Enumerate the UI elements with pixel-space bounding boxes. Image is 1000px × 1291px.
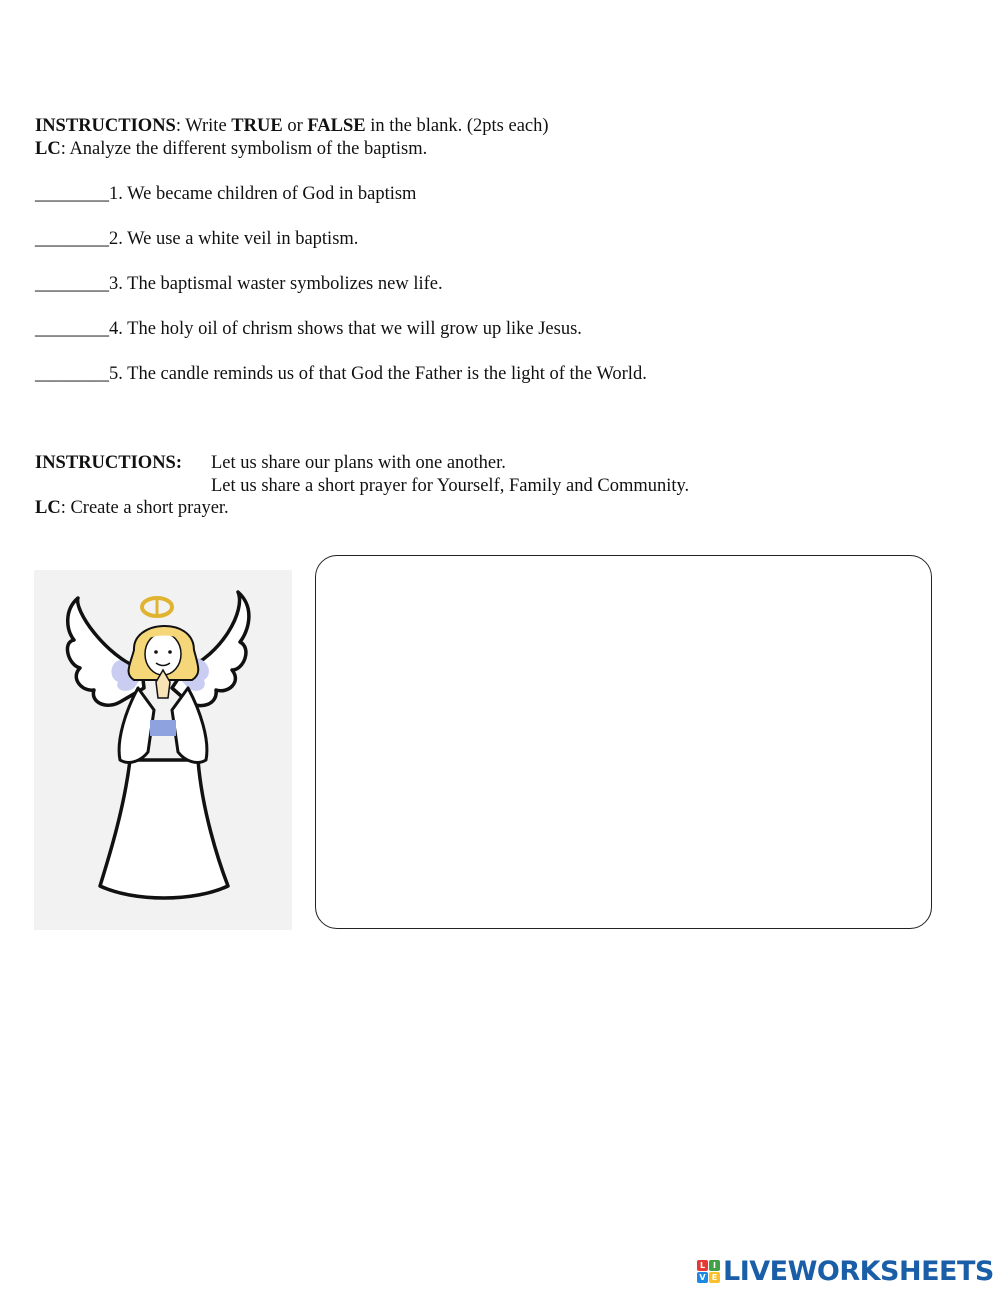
answer-blank-4[interactable]: ________	[35, 319, 109, 339]
question-3	[35, 273, 443, 295]
angel-illustration	[34, 570, 292, 930]
question-text-5: 5. The candle reminds us of that God the Father is the light of the World.	[109, 364, 647, 384]
instructions-line-2	[35, 452, 182, 474]
lc-label: LC	[35, 139, 61, 159]
question-text-4: 4. The holy oil of chrism shows that we will grow up like Jesus.	[109, 319, 582, 339]
answer-blank-1[interactable]: ________	[35, 184, 109, 204]
liveworksheets-logo	[697, 1255, 994, 1287]
instruction-share-prayer: Let us share a short prayer for Yourself, Family and Community.	[211, 476, 690, 496]
question-text-3: 3. The baptismal waster symbolizes new life.	[109, 274, 443, 294]
lc-text: : Analyze the different symbolism of the baptism.	[60, 139, 428, 159]
logo-text: LIVEWORKSHEETS	[723, 1255, 994, 1287]
false-word: FALSE	[307, 116, 366, 136]
prayer-answer-box[interactable]	[315, 555, 932, 929]
instructions-line-1: INSTRUCTIONS: Write TRUE or FALSE in the blank. (2pts each)	[35, 116, 549, 136]
question-2	[35, 228, 358, 250]
question-text-1: 1. We became children of God in baptism	[109, 184, 417, 204]
logo-mark-icon: L I V E	[697, 1260, 720, 1283]
answer-blank-3[interactable]: ________	[35, 274, 109, 294]
instruction-share-plans: Let us share our plans with one another.	[211, 453, 506, 473]
lc-label-2: LC	[35, 498, 61, 518]
question-5	[35, 363, 647, 385]
question-1	[35, 183, 416, 205]
question-4	[35, 318, 582, 340]
lc-line-1	[35, 138, 427, 160]
instructions-label: INSTRUCTIONS	[35, 116, 176, 136]
angel-icon	[34, 570, 292, 930]
lc-text-2: : Create a short prayer.	[60, 498, 229, 518]
instructions-label-2: INSTRUCTIONS:	[35, 453, 183, 473]
answer-blank-5[interactable]: ________	[35, 364, 109, 384]
question-text-2: 2. We use a white veil in baptism.	[109, 229, 359, 249]
lc-line-2	[35, 497, 229, 519]
answer-blank-2[interactable]: ________	[35, 229, 109, 249]
true-word: TRUE	[231, 116, 283, 136]
